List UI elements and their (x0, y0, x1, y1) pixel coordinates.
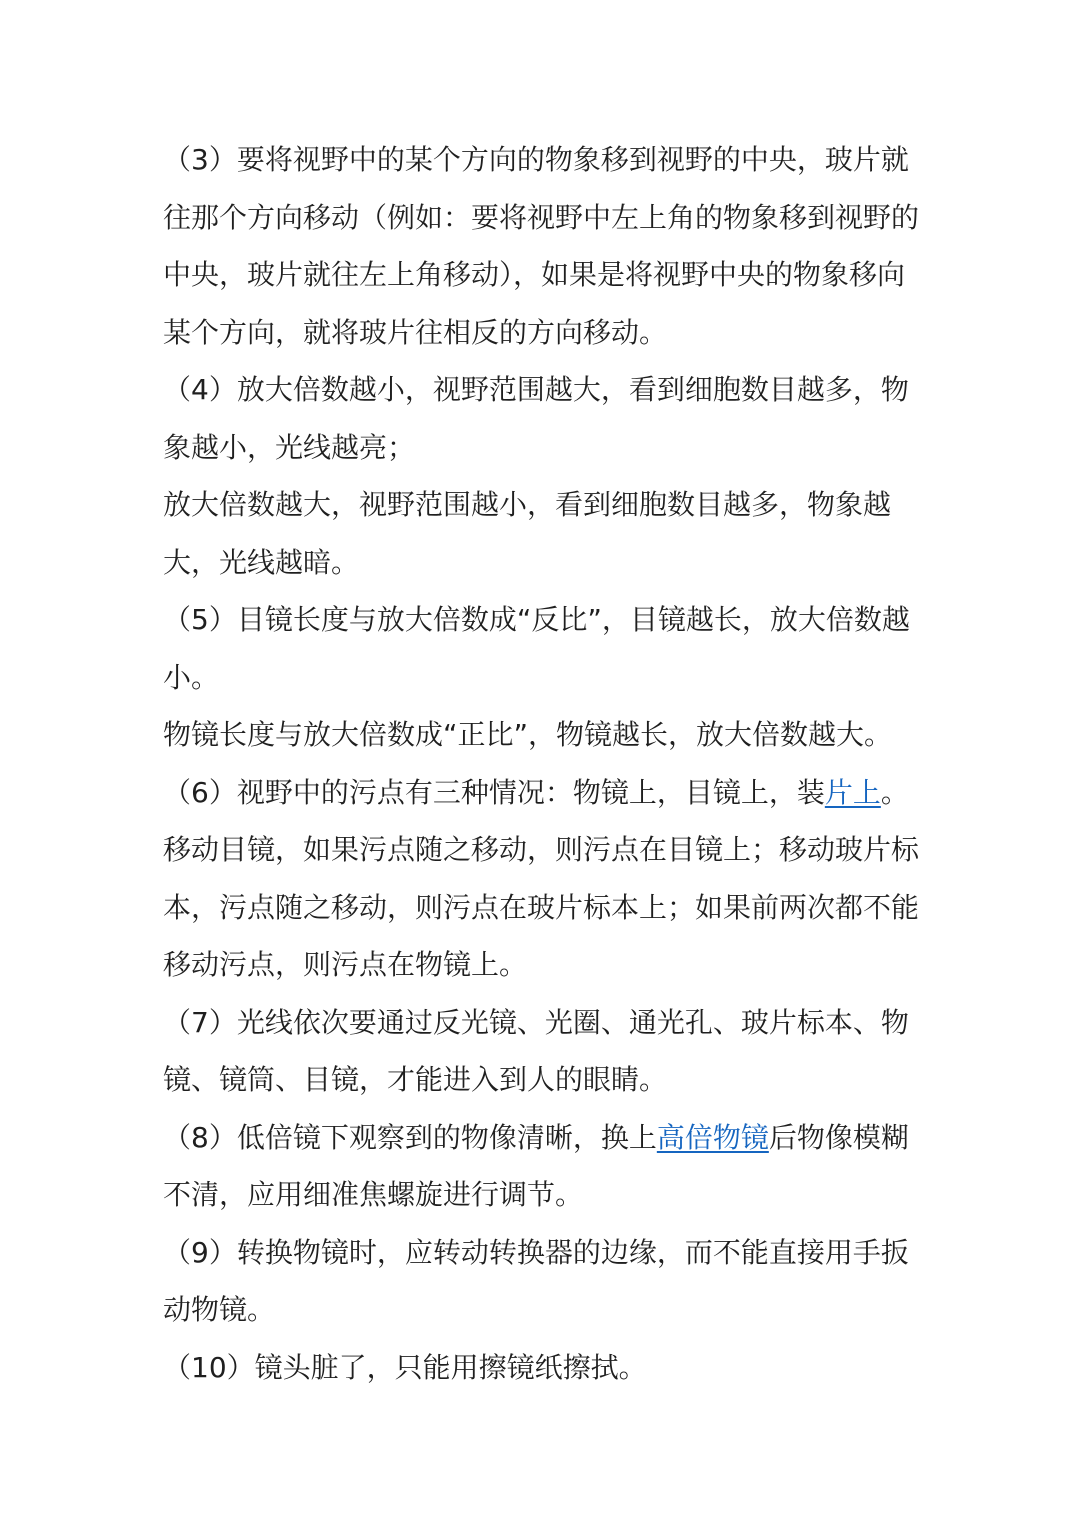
link-high-power-objective[interactable]: 高倍物镜 (656, 1120, 769, 1154)
paragraph-9-text: （9）转换物镜时，应转动转换器的边缘，而不能直接用手扳动物镜。 (163, 1235, 909, 1326)
paragraph-10-text: （10）镜头脏了，只能用擦镜纸擦拭。 (163, 1350, 647, 1384)
paragraph-8-text-before: （8）低倍镜下观察到的物像清晰，换上 (163, 1120, 657, 1154)
paragraph-8-text-after: 后物像模糊不清，应用细准焦螺旋进行调节。 (163, 1120, 909, 1211)
link-slide[interactable]: 片上 (824, 775, 881, 809)
paragraph-9 (163, 1224, 919, 1339)
paragraph-5b-text: 物镜长度与放大倍数成“正比”，物镜越长，放大倍数越大。 (163, 718, 893, 751)
paragraph-8 (163, 1109, 919, 1224)
paragraph-4b-text: 放大倍数越大，视野范围越小，看到细胞数目越多，物象越大，光线越暗。 (163, 488, 892, 579)
paragraph-6-text-after: 。移动目镜，如果污点随之移动，则污点在目镜上；移动玻片标本，污点随之移动，则污点在玻片标本上；如果前两次都不能移动污点，则污点在物镜上。 (163, 775, 920, 981)
paragraph-7 (163, 994, 919, 1109)
paragraph-4a (163, 361, 919, 476)
paragraph-6-text-before: （6）视野中的污点有三种情况：物镜上，目镜上，装 (163, 775, 825, 809)
paragraph-4a-text: （4）放大倍数越小，视野范围越大，看到细胞数目越多，物象越小，光线越亮； (163, 373, 909, 464)
document-body (163, 131, 919, 1396)
paragraph-3-text: （3）要将视野中的某个方向的物象移到视野的中央，玻片就往那个方向移动（例如：要将视野中左上角的物象移到视野的中央，玻片就往左上角移动），如果是将视野中央的物象移向某个方向，就将玻片往相反的方向移动。 (163, 143, 920, 349)
paragraph-5a-text: （5）目镜长度与放大倍数成“反比”，目镜越长，放大倍数越小。 (163, 603, 910, 694)
paragraph-4b (163, 476, 919, 591)
paragraph-5b (163, 706, 919, 764)
paragraph-5a (163, 591, 919, 706)
paragraph-10 (163, 1339, 919, 1397)
paragraph-3 (163, 131, 919, 361)
paragraph-6 (163, 764, 919, 994)
paragraph-7-text: （7）光线依次要通过反光镜、光圈、通光孔、玻片标本、物镜、镜筒、目镜，才能进入到人的眼睛。 (163, 1005, 909, 1096)
